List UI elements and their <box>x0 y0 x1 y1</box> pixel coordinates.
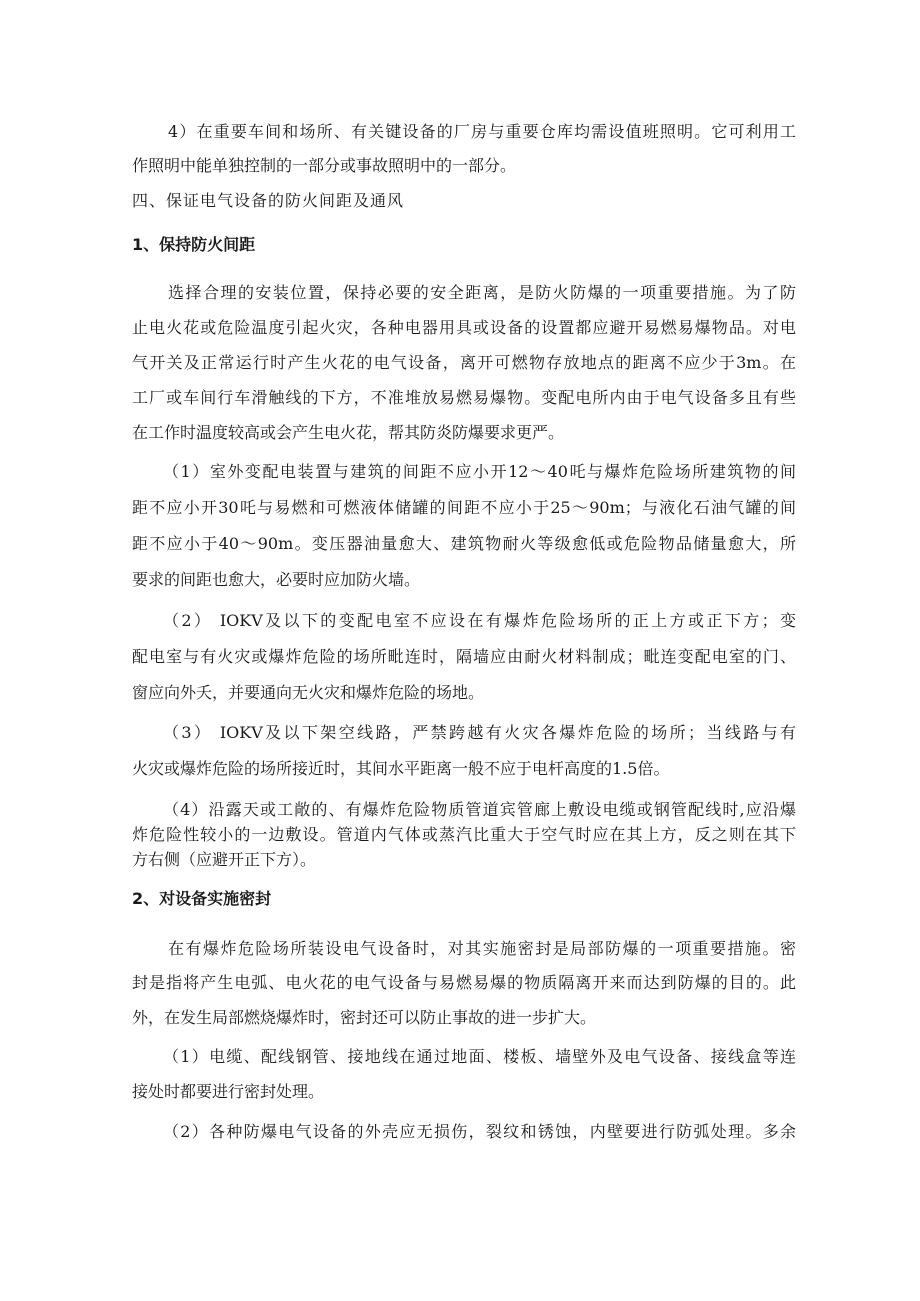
item4-line-2: 作照明中能单独控制的一部分或事故照明中的一部分。 <box>132 156 517 175</box>
item-4-line: 炸危险性较小的一边敷设。管道内气体或蒸汽比重大于空气时应在其上方，反之则在其下 <box>132 825 796 844</box>
item-3-line: （3） IOKV及以下架空线路，严禁跨越有火灾各爆炸危险的场所；当线路与有 <box>163 723 796 742</box>
item4-line-1: 4）在重要车间和场所、有关键设备的厂房与重要仓库均需设值班照明。它可利用工 <box>168 122 796 141</box>
item-3-line: 火灾或爆炸危险的场所接近时，其间水平距离一般不应于电杆高度的1.5倍。 <box>132 759 670 778</box>
paragraph-line: 封是指将产生电弧、电火花的电气设备与易燃易爆的物质隔离开来而达到防爆的目的。此 <box>132 973 796 992</box>
paragraph-line: 工厂或车间行车滑触线的下方，不准堆放易燃易爆物。变配电所内由于电气设备多且有些 <box>132 388 796 407</box>
item-2-line: 配电室与有火灾或爆炸危险的场所毗连时，隔墙应由耐火材料制成；毗连变配电室的门、 <box>132 647 796 666</box>
item-2-line: 窗应向外夭，并要通向无火灾和爆炸危险的场地。 <box>132 683 485 702</box>
paragraph-line: 选择合理的安装位置，保持必要的安全距离，是防火防爆的一项重要措施。为了防 <box>168 283 796 302</box>
subsection-2-title: 2、对设备实施密封 <box>132 889 272 908</box>
paragraph-line: 止电火花或危险温度引起火灾，各种电器用具或设备的设置都应避开易燃易爆物品。对电 <box>132 318 796 337</box>
seal-item-1-line: （1）电缆、配线钢管、接地线在通过地面、楼板、墙壁外及电气设备、接线盒等连 <box>163 1047 796 1066</box>
item-1-line: （1）室外变配电装置与建筑的间距不应小开12～40吒与爆炸危险场所建筑物的间 <box>163 462 796 481</box>
paragraph-line: 在工作时温度较高或会产生电火花，帮其防炎防爆要求更严。 <box>132 423 565 442</box>
item-1-line: 距不应小于40～90m。变压器油量愈大、建筑物耐火等级愈低或危险物品储量愈大，所 <box>132 534 796 553</box>
paragraph-line: 气开关及正常运行时产生火花的电气设备，离开可燃物存放地点的距离不应少于3m。在 <box>132 353 796 372</box>
item-2-line: （2） IOKV及以下的变配电室不应设在有爆炸危险场所的正上方或正下方；变 <box>163 611 796 630</box>
item-4-line: 方右侧（应避开正下方）。 <box>132 850 317 869</box>
paragraph-line: 在有爆炸危险场所装设电气设备时，对其实施密封是局部防爆的一项重要措施。密 <box>168 939 796 958</box>
seal-item-2-line: （2）各种防爆电气设备的外壳应无损伤，裂纹和锈蚀，内壁要进行防弧处理。多余 <box>163 1122 796 1141</box>
seal-item-1-line: 接处时都要进行密封处理。 <box>132 1082 325 1101</box>
paragraph-line: 外，在发生局部燃烧爆炸时，密封还可以防止事故的进一步扩大。 <box>132 1008 597 1027</box>
subsection-1-title: 1、保持防火间距 <box>132 235 256 254</box>
item-4-line: （4）沿露天或工敞的、有爆炸危险物质管道宾管廊上敷设电缆或钢管配线时,应沿爆 <box>163 800 796 819</box>
item-1-line: 要求的间距也愈大，必要时应加防火墙。 <box>132 570 421 589</box>
item-1-line: 距不应小开30吒与易燃和可燃液体储罐的间距不应小于25～90m；与液化石油气罐的间 <box>132 498 796 517</box>
section-four-title: 四、保证电气设备的防火间距及通风 <box>132 191 405 210</box>
